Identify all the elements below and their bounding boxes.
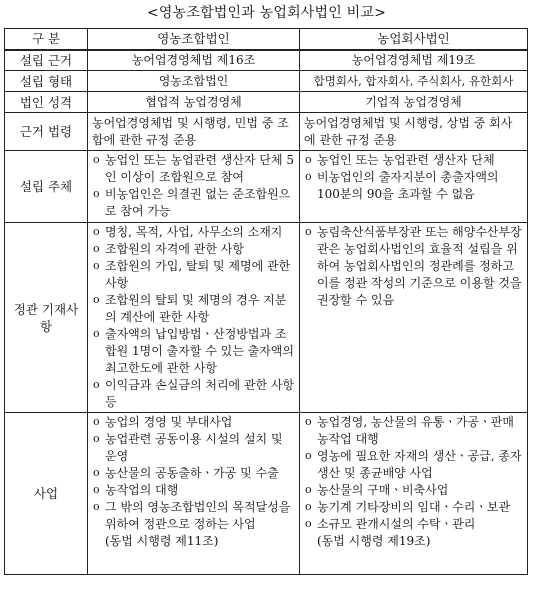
list-item: o 농산물의 구매ㆍ비축사업 [304, 482, 523, 499]
list-item: o 농업경영, 농산물의 유통ㆍ가공ㆍ판매 농작업 대행 [304, 414, 523, 448]
row-articles [5, 223, 528, 413]
cell-agricultural-company: 기업적 농업경영체 [300, 92, 528, 113]
cell-agricultural-company [300, 151, 528, 223]
list-item: o 소규모 관개시설의 수탁ㆍ관리 [304, 516, 523, 533]
row-label: 설립 주체 [5, 151, 88, 223]
row-business [5, 413, 528, 575]
header-agricultural-company: 농업회사법인 [300, 29, 528, 50]
cell-agricultural-company [300, 223, 528, 413]
list-item: o 농업의 경영 및 부대사업 [92, 414, 295, 431]
list-item: o 농작업의 대행 [92, 482, 295, 499]
list-item: o 이익금과 손실금의 처리에 관한 사항 등 [92, 377, 295, 411]
row-form [5, 71, 528, 92]
list-item: o 조합원의 자격에 관한 사항 [92, 241, 295, 258]
cell-farming-association: 협업적 농업경영체 [88, 92, 300, 113]
header-row [5, 29, 528, 50]
cell-farming-association [88, 413, 300, 575]
cell-agricultural-company [300, 113, 528, 151]
list-item: o 그 밖의 영농조합법인의 목적달성을 위하여 정관으로 정하는 사업 [92, 499, 295, 533]
row-law [5, 113, 528, 151]
row-founder [5, 151, 528, 223]
cell-farming-association [88, 113, 300, 151]
header-category: 구 분 [5, 29, 88, 50]
cell-agricultural-company: 농어업경영체법 제19조 [300, 50, 528, 71]
row-label: 설립 근거 [5, 50, 88, 71]
list-item: o 농산물의 공동출하ㆍ가공 및 수출 [92, 465, 295, 482]
row-nature [5, 92, 528, 113]
list-item: o 농림축산식품부장관 또는 해양수산부장관은 농업회사법인의 효율적 설립을 위하여 농업회사법인의 정관례를 정하고 이를 정관 작성의 기준으로 이용할 것을 권장할 수 있음 [304, 224, 523, 309]
page-title: <영농조합법인과 농업회사법인 비교> [146, 5, 387, 21]
cell-farming-association [88, 151, 300, 223]
law-reference: (동법 시행령 제19조) [317, 534, 431, 548]
list-item: o 조합원의 가입, 탈퇴 및 제명에 관한 사항 [92, 258, 295, 292]
list-item: o 농업관련 공동이용 시설의 설치 및 운영 [92, 431, 295, 465]
comparison-table [4, 28, 528, 575]
row-label: 설립 형태 [5, 71, 88, 92]
row-basis [5, 50, 528, 71]
list-item: o 영농에 필요한 자재의 생산ㆍ공급, 종자생산 및 종균배양 사업 [304, 448, 523, 482]
row-label: 사업 [5, 413, 88, 575]
law-text: 농어업경영체법 및 시행령, 민법 중 조합에 관한 규정 준용 [92, 115, 289, 147]
cell-agricultural-company [300, 413, 528, 575]
cell-farming-association: 영농조합법인 [88, 71, 300, 92]
list-item: o 비농업인의 출자지분이 총출자액의 100분의 90을 초과할 수 없음 [304, 169, 523, 203]
list-item: o 농업인 또는 농업관련 생산자 단체 [304, 152, 523, 169]
list-item: o 농기계 기타장비의 임대ㆍ수리ㆍ보관 [304, 499, 523, 516]
list-item: o 출자액의 납입방법ㆍ산정방법과 조합원 1명이 출자할 수 있는 출자액의 최고한도에 관한 사항 [92, 326, 295, 377]
row-label: 정관 기재사항 [5, 223, 88, 413]
law-text: 농어업경영체법 및 시행령, 상법 중 회사에 관한 규정 준용 [304, 115, 513, 147]
law-reference: (동법 시행령 제11조) [105, 534, 219, 548]
row-label: 법인 성격 [5, 92, 88, 113]
cell-farming-association: 농어업경영체법 제16조 [88, 50, 300, 71]
list-item: o 명칭, 목적, 사업, 사무소의 소재지 [92, 224, 295, 241]
list-item: o 농업인 또는 농업관련 생산자 단체 5인 이상이 조합원으로 참여 [92, 152, 295, 186]
header-farming-association: 영농조합법인 [88, 29, 300, 50]
cell-farming-association [88, 223, 300, 413]
list-item: o 비농업인은 의결권 없는 준조합원으로 참여 가능 [92, 186, 295, 220]
cell-agricultural-company: 합명회사, 합자회사, 주식회사, 유한회사 [300, 71, 528, 92]
list-item: o 조합원의 탈퇴 및 제명의 경우 지분의 계산에 관한 사항 [92, 292, 295, 326]
row-label: 근거 법령 [5, 113, 88, 151]
